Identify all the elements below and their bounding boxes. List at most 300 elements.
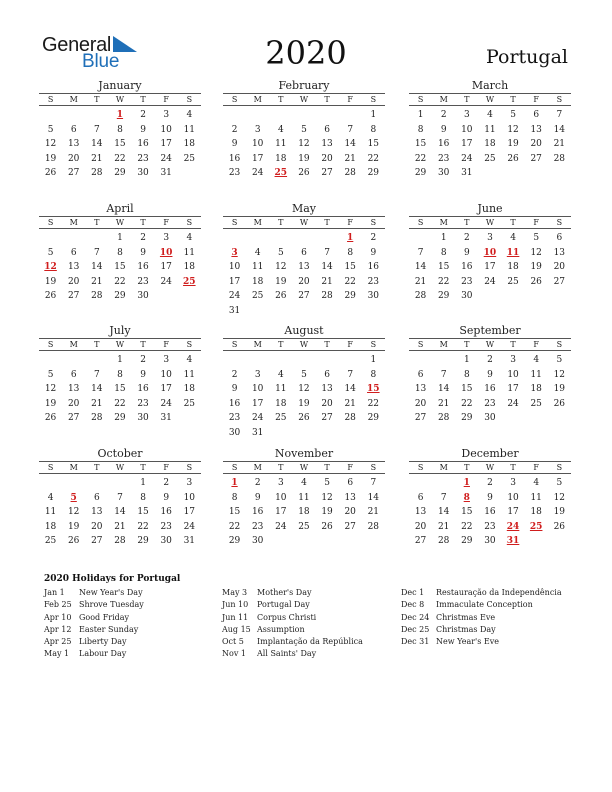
weekday-label: F xyxy=(347,463,353,472)
holiday-day: 25 xyxy=(183,276,196,287)
day-cell: 23 xyxy=(137,398,149,409)
day-cell: 16 xyxy=(484,384,496,394)
day-cell: 12 xyxy=(321,492,333,503)
day-cell: 2 xyxy=(440,110,447,120)
calendar-year: 2020 xyxy=(265,34,347,72)
day-cell: 27 xyxy=(553,276,566,287)
day-cell: 25 xyxy=(183,153,196,164)
day-cell: 4 xyxy=(301,478,307,488)
weekday-label: T xyxy=(278,218,284,227)
day-cell: 23 xyxy=(461,276,473,287)
day-cell: 6 xyxy=(70,247,77,258)
day-cell: 22 xyxy=(461,521,473,532)
day-cell: 27 xyxy=(414,536,427,546)
day-cell: 22 xyxy=(367,398,380,409)
day-cell: 17 xyxy=(275,507,287,517)
day-cell: 19 xyxy=(275,276,287,287)
day-cell: 16 xyxy=(367,262,380,272)
day-cell: 30 xyxy=(484,536,496,546)
weekday-header xyxy=(223,216,385,229)
day-cell: 3 xyxy=(254,124,261,135)
weekday-label: F xyxy=(533,95,539,104)
day-blank xyxy=(39,476,62,491)
day-cell: 7 xyxy=(93,369,100,380)
holiday-date: Jan 1 xyxy=(44,588,65,597)
day-cell: 19 xyxy=(44,153,57,164)
day-cell: 4 xyxy=(186,110,193,120)
weekday-label: T xyxy=(140,463,146,472)
day-cell: 8 xyxy=(463,369,470,380)
day-cell: 10 xyxy=(228,262,241,272)
day-cell: 20 xyxy=(321,398,333,409)
holiday-name: New Year's Eve xyxy=(436,637,499,647)
day-cell: 6 xyxy=(347,478,354,488)
day-grid xyxy=(39,476,201,549)
day-cell: 20 xyxy=(414,398,427,409)
day-cell: 10 xyxy=(507,369,519,380)
day-cell: 20 xyxy=(67,153,80,164)
holiday-day: 12 xyxy=(44,262,57,272)
day-cell: 5 xyxy=(510,110,516,120)
day-cell: 28 xyxy=(414,291,427,301)
day-cell: 29 xyxy=(114,413,126,423)
day-cell: 21 xyxy=(91,276,103,287)
day-cell: 30 xyxy=(160,536,172,546)
day-cell: 26 xyxy=(553,521,566,532)
day-cell: 6 xyxy=(417,369,424,380)
holiday-entry xyxy=(401,599,562,611)
day-cell: 27 xyxy=(344,521,356,532)
day-cell: 18 xyxy=(484,139,496,149)
holiday-entry xyxy=(44,648,144,660)
holiday-name: Portugal Day xyxy=(257,600,310,610)
day-cell: 20 xyxy=(414,521,427,532)
day-cell: 30 xyxy=(367,291,380,301)
day-cell: 13 xyxy=(321,384,333,394)
day-cell: 11 xyxy=(183,369,196,380)
day-cell: 15 xyxy=(114,262,126,272)
day-cell: 24 xyxy=(160,398,172,409)
day-cell: 2 xyxy=(463,233,470,243)
holiday-date: May 1 xyxy=(44,649,70,659)
weekday-label: W xyxy=(299,463,309,472)
holiday-entry xyxy=(44,587,144,599)
weekday-label: S xyxy=(231,95,238,104)
logo-word-general: General xyxy=(42,34,112,56)
weekday-label: M xyxy=(253,218,262,227)
day-cell: 21 xyxy=(114,521,126,532)
day-cell: 16 xyxy=(461,262,473,272)
day-cell: 20 xyxy=(530,139,542,149)
day-cell: 19 xyxy=(530,262,542,272)
day-cell: 20 xyxy=(344,507,356,517)
weekday-label: S xyxy=(47,340,54,349)
day-cell: 14 xyxy=(437,384,450,394)
day-grid xyxy=(223,108,385,181)
day-cell: 17 xyxy=(251,153,264,164)
day-blank xyxy=(409,476,432,491)
weekday-label: T xyxy=(94,95,100,104)
day-blank xyxy=(339,108,362,123)
day-cell: 5 xyxy=(47,247,54,258)
day-cell: 5 xyxy=(556,355,563,365)
day-cell: 24 xyxy=(228,291,241,301)
day-cell: 4 xyxy=(277,369,284,380)
day-cell: 1 xyxy=(117,233,123,243)
day-cell: 6 xyxy=(301,247,307,258)
day-cell: 3 xyxy=(487,233,493,243)
day-cell: 5 xyxy=(277,247,284,258)
weekday-label: W xyxy=(115,463,125,472)
day-cell: 10 xyxy=(183,492,196,503)
day-cell: 22 xyxy=(367,153,380,164)
weekday-label: W xyxy=(115,340,125,349)
day-cell: 2 xyxy=(254,478,261,488)
weekday-header xyxy=(39,338,201,351)
day-cell: 24 xyxy=(507,398,519,409)
day-cell: 14 xyxy=(91,262,103,272)
day-cell: 16 xyxy=(160,507,172,517)
holiday-name: Immaculate Conception xyxy=(436,600,533,610)
day-cell: 12 xyxy=(275,262,287,272)
day-grid xyxy=(409,108,571,181)
day-cell: 15 xyxy=(461,384,473,394)
day-cell: 3 xyxy=(163,110,170,120)
day-cell: 28 xyxy=(91,291,103,301)
holiday-date: Feb 25 xyxy=(44,600,72,610)
day-cell: 17 xyxy=(461,139,473,149)
weekday-label: S xyxy=(186,463,193,472)
day-cell: 10 xyxy=(251,139,264,149)
weekday-label: F xyxy=(533,463,539,472)
weekday-header xyxy=(409,461,571,474)
day-cell: 14 xyxy=(344,384,356,394)
holiday-column xyxy=(44,587,144,661)
weekday-label: F xyxy=(163,218,169,227)
day-cell: 18 xyxy=(44,521,57,532)
day-cell: 23 xyxy=(484,398,496,409)
day-cell: 12 xyxy=(530,247,542,258)
day-cell: 7 xyxy=(347,124,354,135)
weekday-label: T xyxy=(278,95,284,104)
weekday-label: S xyxy=(47,218,54,227)
day-cell: 26 xyxy=(530,276,542,287)
month-name: December xyxy=(461,447,519,460)
day-cell: 12 xyxy=(298,384,310,394)
day-cell: 17 xyxy=(160,262,172,272)
weekday-label: F xyxy=(163,463,169,472)
day-cell: 10 xyxy=(160,369,172,380)
day-cell: 14 xyxy=(344,139,356,149)
day-grid xyxy=(409,353,571,426)
month-october xyxy=(39,447,201,549)
holiday-day: 25 xyxy=(529,521,543,532)
holiday-date: Dec 24 xyxy=(401,612,430,622)
day-cell: 29 xyxy=(114,168,126,178)
day-blank xyxy=(432,476,455,491)
day-cell: 24 xyxy=(275,521,287,532)
month-august xyxy=(223,324,385,440)
weekday-label: T xyxy=(140,218,146,227)
day-cell: 28 xyxy=(437,413,450,423)
day-cell: 1 xyxy=(463,355,470,365)
weekday-label: T xyxy=(510,95,516,104)
day-cell: 20 xyxy=(91,521,103,532)
day-cell: 15 xyxy=(228,507,241,517)
day-cell: 29 xyxy=(344,291,356,301)
day-cell: 11 xyxy=(275,139,287,149)
holiday-day: 11 xyxy=(506,247,520,258)
holiday-day: 8 xyxy=(463,492,470,503)
day-cell: 27 xyxy=(67,291,80,301)
day-cell: 7 xyxy=(440,492,447,503)
weekday-label: M xyxy=(69,340,78,349)
weekday-label: T xyxy=(510,340,516,349)
holiday-name: Corpus Christi xyxy=(257,612,317,622)
day-blank xyxy=(432,353,455,368)
day-cell: 24 xyxy=(183,521,196,532)
day-cell: 5 xyxy=(47,369,54,380)
day-cell: 10 xyxy=(507,492,519,503)
day-cell: 22 xyxy=(461,398,473,409)
day-cell: 19 xyxy=(507,139,519,149)
weekday-label: M xyxy=(253,463,262,472)
holiday-entry xyxy=(222,636,363,648)
day-cell: 26 xyxy=(298,413,310,423)
day-cell: 24 xyxy=(461,153,473,164)
holiday-entry xyxy=(222,624,363,636)
day-cell: 2 xyxy=(370,233,377,243)
day-cell: 28 xyxy=(344,168,356,178)
day-cell: 15 xyxy=(114,139,126,149)
weekday-label: S xyxy=(417,218,424,227)
day-cell: 2 xyxy=(140,110,146,120)
day-cell: 26 xyxy=(44,413,57,423)
day-blank xyxy=(269,353,292,368)
month-name: September xyxy=(459,324,521,337)
day-cell: 14 xyxy=(367,492,380,503)
day-cell: 12 xyxy=(44,139,57,149)
day-cell: 24 xyxy=(251,168,264,178)
day-cell: 18 xyxy=(530,507,542,517)
day-cell: 14 xyxy=(414,262,427,272)
day-cell: 19 xyxy=(553,507,566,517)
day-grid xyxy=(39,108,201,181)
day-cell: 22 xyxy=(114,398,126,409)
weekday-label: T xyxy=(464,463,470,472)
day-cell: 23 xyxy=(251,521,264,532)
day-cell: 16 xyxy=(228,153,241,164)
day-cell: 31 xyxy=(228,305,241,316)
holiday-entry xyxy=(401,624,562,636)
day-cell: 7 xyxy=(117,492,123,503)
day-cell: 29 xyxy=(137,536,149,546)
day-cell: 27 xyxy=(321,168,333,178)
holiday-name: Christmas Day xyxy=(436,624,496,634)
day-cell: 8 xyxy=(117,124,123,135)
weekday-header xyxy=(409,93,571,106)
day-blank xyxy=(62,476,85,491)
weekday-label: T xyxy=(94,218,100,227)
weekday-label: T xyxy=(278,340,284,349)
day-cell: 25 xyxy=(275,413,287,423)
day-cell: 13 xyxy=(553,247,566,258)
weekday-label: T xyxy=(324,218,330,227)
day-cell: 11 xyxy=(183,247,196,258)
day-cell: 15 xyxy=(461,507,473,517)
weekday-label: M xyxy=(439,95,448,104)
day-cell: 12 xyxy=(298,139,310,149)
day-cell: 4 xyxy=(186,355,193,365)
day-cell: 27 xyxy=(91,536,103,546)
holiday-day: 24 xyxy=(506,521,520,532)
weekday-label: S xyxy=(231,340,238,349)
day-cell: 10 xyxy=(251,384,264,394)
day-cell: 4 xyxy=(277,124,284,135)
holiday-day: 1 xyxy=(463,478,470,488)
day-cell: 4 xyxy=(47,492,54,503)
weekday-label: S xyxy=(417,463,424,472)
day-cell: 8 xyxy=(140,492,146,503)
weekday-label: T xyxy=(140,340,146,349)
day-cell: 12 xyxy=(553,369,566,380)
day-cell: 30 xyxy=(137,168,149,178)
day-cell: 2 xyxy=(231,124,238,135)
weekday-label: F xyxy=(347,218,353,227)
day-cell: 18 xyxy=(275,398,287,409)
day-cell: 11 xyxy=(298,492,310,503)
day-cell: 17 xyxy=(228,276,241,287)
day-cell: 19 xyxy=(298,398,310,409)
day-cell: 2 xyxy=(140,355,146,365)
day-cell: 12 xyxy=(553,492,566,503)
holiday-date: Jun 10 xyxy=(222,600,249,610)
day-cell: 22 xyxy=(414,153,427,164)
day-cell: 21 xyxy=(437,398,450,409)
month-name: January xyxy=(98,79,142,92)
day-cell: 27 xyxy=(530,153,542,164)
day-cell: 3 xyxy=(163,233,170,243)
month-may xyxy=(223,202,385,318)
day-cell: 28 xyxy=(321,291,333,301)
day-cell: 20 xyxy=(298,276,310,287)
day-cell: 17 xyxy=(251,398,264,409)
holiday-name: New Year's Day xyxy=(79,588,143,597)
day-blank xyxy=(223,353,246,368)
day-cell: 11 xyxy=(251,262,264,272)
day-cell: 17 xyxy=(183,507,196,517)
month-july xyxy=(39,324,201,426)
day-cell: 10 xyxy=(461,124,473,135)
weekday-label: S xyxy=(556,340,563,349)
day-cell: 26 xyxy=(553,398,566,409)
day-cell: 23 xyxy=(137,153,149,164)
day-cell: 16 xyxy=(228,398,241,409)
weekday-label: T xyxy=(94,340,100,349)
day-cell: 19 xyxy=(44,276,57,287)
holiday-entry xyxy=(222,612,363,624)
weekday-label: W xyxy=(485,463,495,472)
day-cell: 26 xyxy=(507,153,519,164)
day-cell: 6 xyxy=(324,369,330,380)
day-blank xyxy=(62,353,85,368)
day-cell: 21 xyxy=(367,507,380,517)
day-cell: 9 xyxy=(487,369,493,380)
day-cell: 1 xyxy=(140,478,146,488)
day-cell: 9 xyxy=(140,124,146,135)
month-march xyxy=(409,79,571,181)
day-cell: 6 xyxy=(70,369,77,380)
day-cell: 12 xyxy=(67,507,80,517)
day-cell: 13 xyxy=(344,492,356,503)
day-grid xyxy=(223,231,385,318)
weekday-label: T xyxy=(278,463,284,472)
day-cell: 15 xyxy=(137,507,149,517)
day-cell: 18 xyxy=(507,262,519,272)
weekday-label: S xyxy=(417,340,424,349)
day-cell: 15 xyxy=(367,139,380,149)
day-blank xyxy=(246,353,269,368)
weekday-header xyxy=(223,461,385,474)
day-cell: 16 xyxy=(137,139,149,149)
day-cell: 28 xyxy=(344,413,356,423)
day-cell: 30 xyxy=(437,168,450,178)
day-cell: 23 xyxy=(228,413,241,423)
day-cell: 4 xyxy=(533,478,540,488)
day-blank xyxy=(39,353,62,368)
day-blank xyxy=(85,231,108,246)
day-cell: 13 xyxy=(414,507,427,517)
holiday-date: Apr 10 xyxy=(44,612,72,622)
weekday-label: T xyxy=(94,463,100,472)
day-cell: 26 xyxy=(44,168,57,178)
holiday-day: 1 xyxy=(116,110,124,120)
day-cell: 17 xyxy=(160,139,172,149)
day-cell: 5 xyxy=(47,124,54,135)
day-cell: 11 xyxy=(44,507,57,517)
day-cell: 3 xyxy=(254,369,261,380)
day-cell: 7 xyxy=(417,247,424,258)
day-cell: 19 xyxy=(44,398,57,409)
day-cell: 5 xyxy=(301,124,307,135)
holiday-day: 10 xyxy=(159,247,173,258)
day-blank xyxy=(85,476,108,491)
day-cell: 6 xyxy=(556,233,563,243)
day-cell: 28 xyxy=(91,168,103,178)
month-name: November xyxy=(274,447,334,460)
holiday-name: Liberty Day xyxy=(79,637,127,647)
day-cell: 22 xyxy=(114,276,126,287)
day-cell: 8 xyxy=(440,247,447,258)
weekday-header xyxy=(409,338,571,351)
holiday-date: Dec 25 xyxy=(401,624,430,634)
month-name: April xyxy=(106,202,134,215)
holiday-date: Apr 12 xyxy=(44,624,72,634)
day-cell: 21 xyxy=(91,153,103,164)
holiday-date: Dec 8 xyxy=(401,600,425,610)
day-cell: 9 xyxy=(440,124,447,135)
month-name: May xyxy=(291,202,317,215)
weekday-label: W xyxy=(299,340,309,349)
weekday-label: T xyxy=(324,463,330,472)
day-cell: 23 xyxy=(160,521,172,532)
weekday-label: T xyxy=(510,463,516,472)
weekday-label: T xyxy=(464,218,470,227)
day-grid xyxy=(409,476,571,549)
day-cell: 11 xyxy=(275,384,287,394)
day-cell: 8 xyxy=(370,369,377,380)
weekday-label: W xyxy=(299,218,309,227)
